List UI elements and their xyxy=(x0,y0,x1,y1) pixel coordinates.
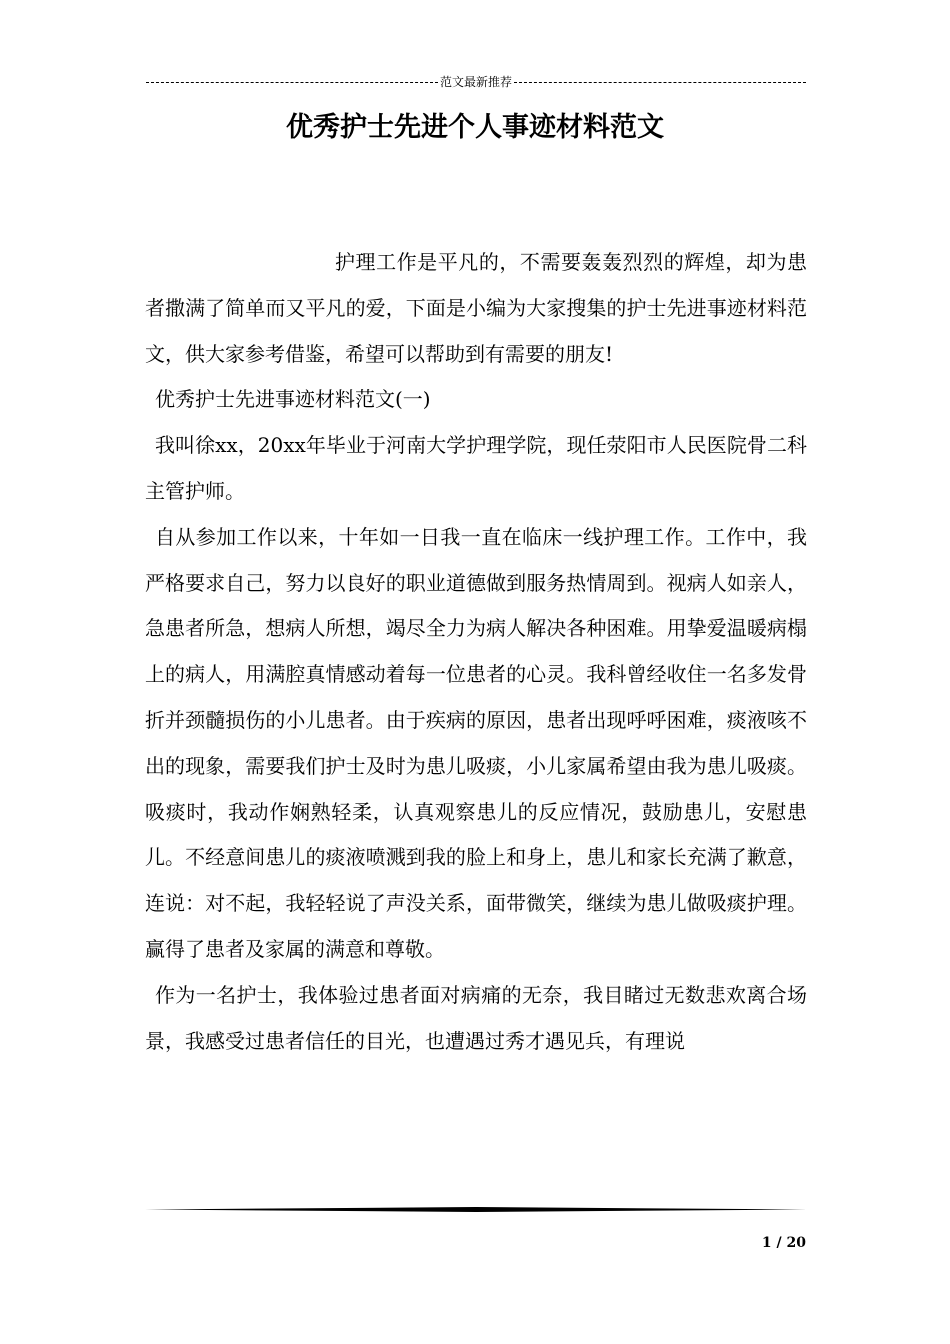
body-paragraph: 我叫徐xx，20xx年毕业于河南大学护理学院，现任荥阳市人民医院骨二科主管护师。 xyxy=(145,433,807,503)
header-dashes-left xyxy=(146,82,438,83)
intro-paragraph: 护理工作是平凡的，不需要轰轰烈烈的辉煌，却为患者撒满了简单而又平凡的爱，下面是小编为大家搜集的护士先进事迹材料范文，供大家参考借鉴，希望可以帮助到有需要的朋友! xyxy=(145,250,807,366)
document-body xyxy=(145,240,807,1064)
page-header xyxy=(146,74,806,90)
body-paragraph: 自从参加工作以来，十年如一日我一直在临床一线护理工作。工作中，我严格要求自己，努力以良好的职业道德做到服务热情周到。视病人如亲人，急患者所急，想病人所想，竭尽全力为病人解决各种困难。用挚爱温暖病榻上的病人，用满腔真情感动着每一位患者的心灵。我科曾经收住一名多发骨折并颈髓损伤的小儿患者。由于疾病的原因，患者出现呼呼困难，痰液咳不出的现象，需要我们护士及时为患儿吸痰，小儿家属希望由我为患儿吸痰。吸痰时，我动作娴熟轻柔，认真观察患儿的反应情况，鼓励患儿，安慰患儿。不经意间患儿的痰液喷溅到我的脸上和身上，患儿和家长充满了歉意，连说：对不起，我轻轻说了声没关系，面带微笑，继续为患儿做吸痰护理。赢得了患者及家属的满意和尊敬。 xyxy=(145,524,807,961)
footer-rule xyxy=(145,1207,807,1212)
section-heading: 优秀护士先进事迹材料范文(一) xyxy=(155,387,431,412)
body-paragraph: 作为一名护士，我体验过患者面对病痛的无奈，我目睹过无数悲欢离合场景，我感受过患者信任的目光，也遭遇过秀才遇见兵，有理说 xyxy=(145,982,807,1053)
header-label: 范文最新推荐 xyxy=(440,75,513,89)
document-title: 优秀护士先进个人事迹材料范文 xyxy=(286,112,664,143)
footer-rule-graphic xyxy=(145,1207,807,1212)
header-dashes-right xyxy=(514,82,806,83)
page-number: 1 / 20 xyxy=(761,1235,806,1251)
